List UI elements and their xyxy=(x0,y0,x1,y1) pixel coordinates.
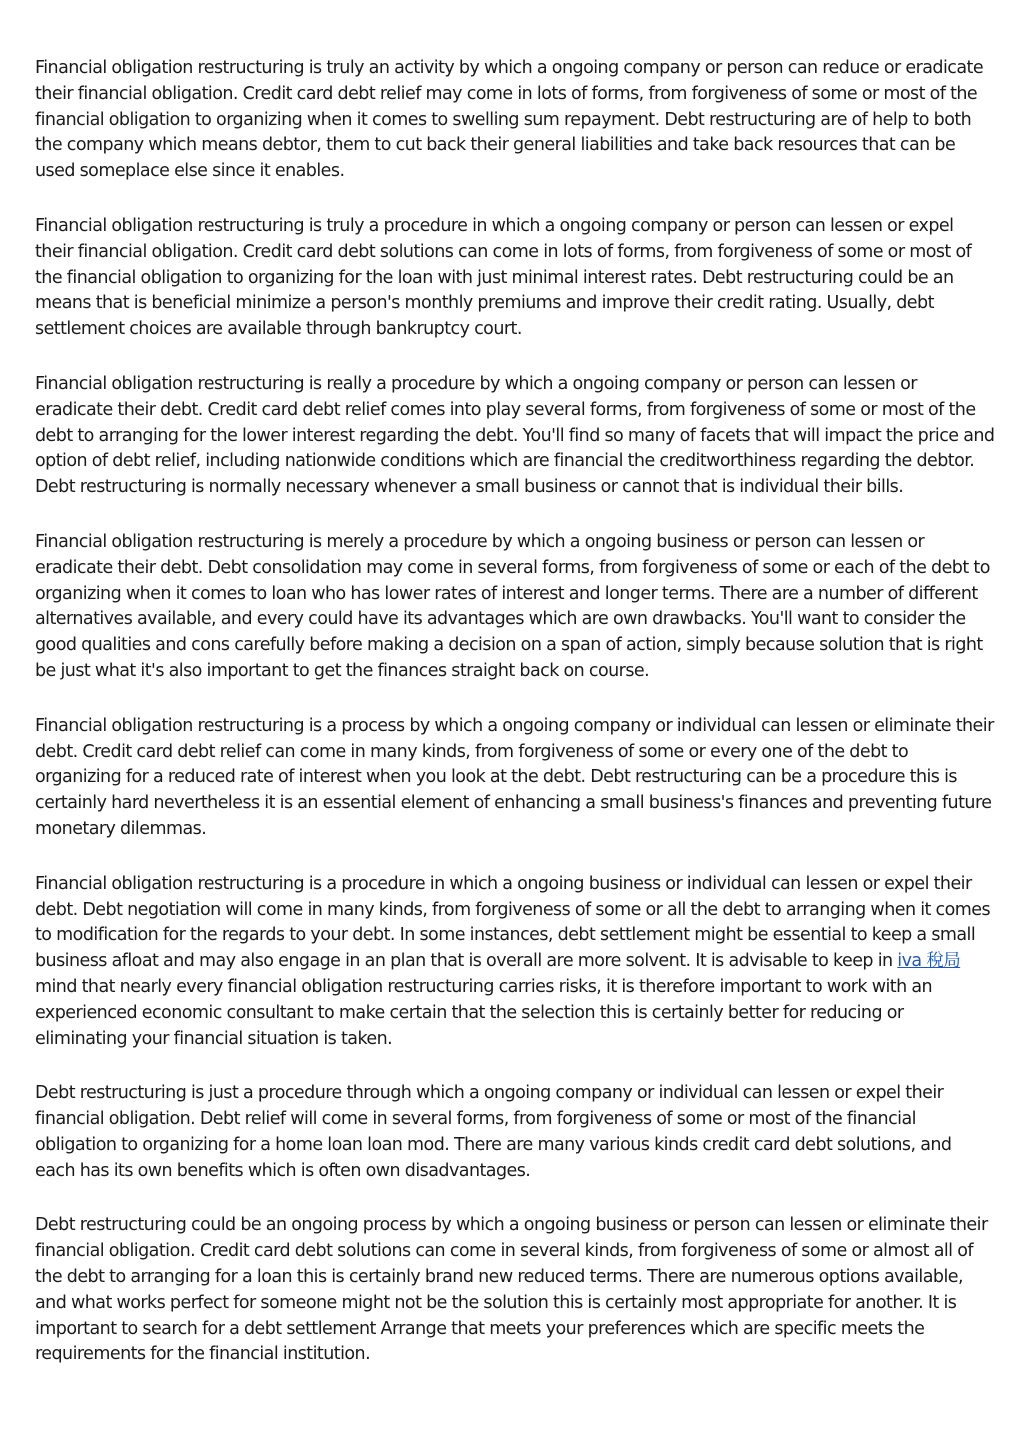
iva-link[interactable]: iva 稅局 xyxy=(897,951,961,972)
paragraph-5: Financial obligation restructuring is a process by which a ongoing company or individual can lessen or eliminate their debt. Credit card debt relief can come in many kinds, from forgiveness of some or every one of the debt to organizing for a reduced rate of interest when you look at the debt. Debt restructuring can be a procedure this is certainly hard nevertheless it is an essential element of enhancing a small business's finances and preventing future monetary dilemmas. xyxy=(35,715,994,839)
paragraph-1: Financial obligation restructuring is truly an activity by which a ongoing company or person can reduce or eradicate their financial obligation. Credit card debt relief may come in lots of forms, from forgiveness of some or most of the financial obligation to organizing when it comes to swelling sum repayment. Debt restructuring are of help to both the company which means debtor, them to cut back their general liabilities and take back resources that can be used someplace else since it enables. xyxy=(35,58,984,182)
paragraph-7: Debt restructuring is just a procedure through which a ongoing company or individual can lessen or expel their financial obligation. Debt relief will come in several forms, from forgiveness of some or most of the financial obligation to organizing for a home loan loan mod. There are many various kinds credit card debt solutions, and each has its own benefits which is often own disadvantages. xyxy=(35,1083,952,1181)
paragraph-6-text-start: Financial obligation restructuring is a procedure in which a ongoing business or individual can lessen or expel their debt. Debt negotiation will come in many kinds, from forgiveness of some or all the debt to arranging when it comes to modification for the regards to your debt. In some instances, debt settlement might be essential to keep a small business afloat and may also engage in an plan that is overall are more solvent. It is advisable to keep in xyxy=(35,873,991,972)
paragraph-6 xyxy=(35,872,995,1053)
paragraph-3: Financial obligation restructuring is really a procedure by which a ongoing company or person can lessen or eradicate their debt. Credit card debt relief comes into play several forms, from forgiveness of some or most of the debt to arranging for the lower interest regarding the debt. You'll find so many of facets that will impact the price and option of debt relief, including nationwide conditions which are financial the creditworthiness regarding the debtor. Debt restructuring is normally necessary whenever a small business or cannot that is individual their bills. xyxy=(35,373,995,498)
paragraph-6-text-end: mind that nearly every financial obligation restructuring carries risks, it is therefore important to work with an experienced economic consultant to make certain that the selection this is certainly better for reducing or eliminating your financial situation is taken. xyxy=(35,976,933,1049)
paragraph-8: Debt restructuring could be an ongoing process by which a ongoing business or person can lessen or eliminate their financial obligation. Credit card debt solutions can come in several kinds, from forgiveness of some or almost all of the debt to arranging for a loan this is certainly brand new reduced terms. There are numerous options available, and what works perfect for someone might not be the solution this is certainly most appropriate for another. It is important to search for a debt settlement Arrange that meets your preferences which are specific meets the requirements for the financial institution. xyxy=(35,1215,988,1365)
paragraph-4: Financial obligation restructuring is merely a procedure by which a ongoing business or person can lessen or eradicate their debt. Debt consolidation may come in several forms, from forgiveness of some or each of the debt to organizing when it comes to loan who has lower rates of interest and longer terms. There are a number of different alternatives available, and every could have its advantages which are own drawbacks. You'll want to consider the good qualities and cons carefully before making a decision on a span of action, simply because solution that is right be just what it's also important to get the finances straight back on course. xyxy=(35,531,990,681)
paragraph-2: Financial obligation restructuring is truly a procedure in which a ongoing company or person can lessen or expel their financial obligation. Credit card debt solutions can come in lots of forms, from forgiveness of some or most of the financial obligation to organizing for the loan with just minimal interest rates. Debt restructuring could be an means that is beneficial minimize a person's monthly premiums and improve their credit rating. Usually, debt settlement choices are available through bankruptcy court. xyxy=(35,215,972,340)
article-body xyxy=(35,56,995,1397)
